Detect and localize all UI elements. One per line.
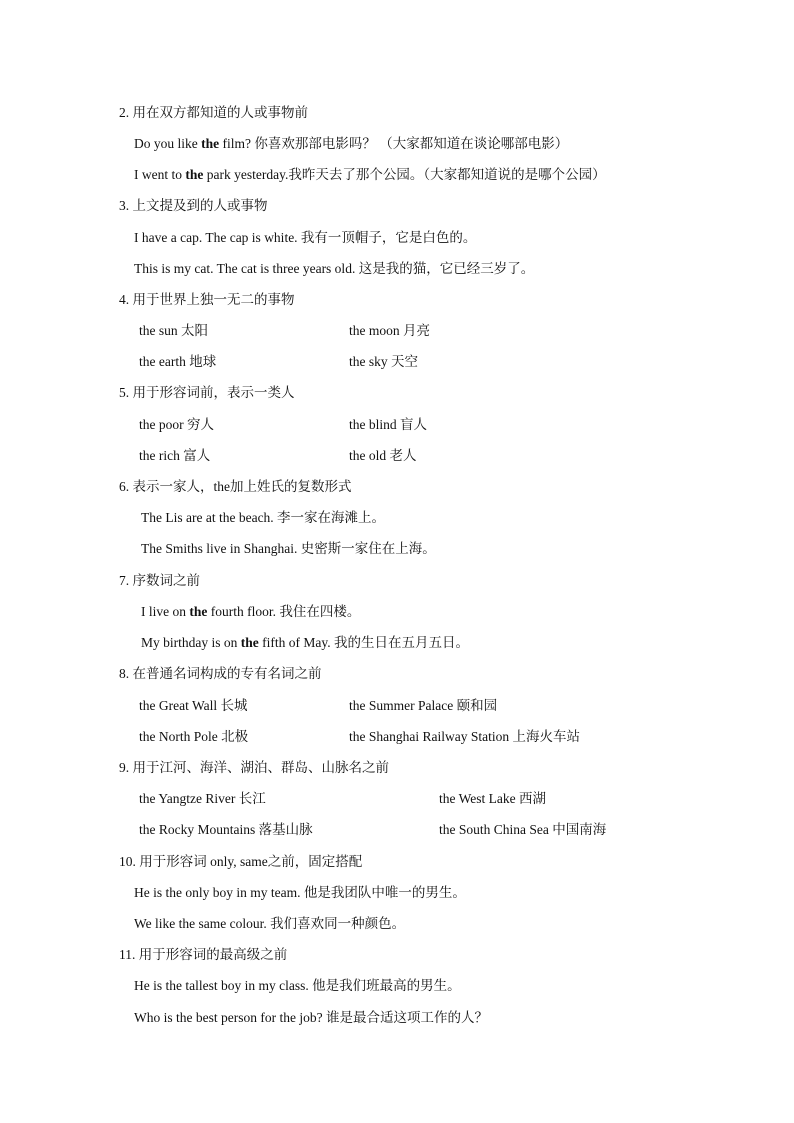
term-left: the Great Wall 长城 bbox=[139, 698, 248, 713]
section-heading: 5. 用于形容词前，表示一类人 bbox=[119, 385, 295, 400]
section-heading: 11. 用于形容词的最高级之前 bbox=[119, 947, 288, 962]
article-the: the bbox=[240, 635, 259, 650]
section-heading: 7. 序数词之前 bbox=[119, 573, 200, 588]
example-sentence: He is the tallest boy in my class. 他是我们班最高的男生。 bbox=[134, 978, 461, 993]
term-right: the blind 盲人 bbox=[349, 417, 427, 432]
section-heading: 2. 用在双方都知道的人或事物前 bbox=[119, 105, 308, 120]
term-left: the earth 地球 bbox=[139, 354, 217, 369]
section-heading: 9. 用于江河、海洋、湖泊、群岛、山脉名之前 bbox=[119, 760, 389, 775]
term-left: the rich 富人 bbox=[139, 448, 211, 463]
example-sentence: He is the only boy in my team. 他是我团队中唯一的男生。 bbox=[134, 885, 466, 900]
example-sentence: My birthday is on the fifth of May. 我的生日在五月五日。 bbox=[141, 635, 469, 650]
article-the: the bbox=[189, 604, 208, 619]
example-sentence: The Smiths live in Shanghai. 史密斯一家住在上海。 bbox=[141, 541, 436, 556]
example-sentence: We like the same colour. 我们喜欢同一种颜色。 bbox=[134, 916, 406, 931]
term-right: the sky 天空 bbox=[349, 354, 418, 369]
term-right: the Shanghai Railway Station 上海火车站 bbox=[349, 729, 580, 744]
term-left: the poor 穷人 bbox=[139, 417, 214, 432]
example-sentence: This is my cat. The cat is three years old. 这是我的猫，它已经三岁了。 bbox=[134, 261, 535, 276]
article-the: the bbox=[201, 136, 220, 151]
term-right: the Summer Palace 颐和园 bbox=[349, 698, 498, 713]
section-heading: 10. 用于形容词 only, same之前，固定搭配 bbox=[119, 854, 363, 869]
article-the: the bbox=[185, 167, 204, 182]
term-left: the North Pole 北极 bbox=[139, 729, 249, 744]
section-heading: 3. 上文提及到的人或事物 bbox=[119, 198, 268, 213]
term-right: the West Lake 西湖 bbox=[439, 791, 547, 806]
term-right: the South China Sea 中国南海 bbox=[439, 822, 607, 837]
term-left: the sun 太阳 bbox=[139, 323, 208, 338]
example-sentence: The Lis are at the beach. 李一家在海滩上。 bbox=[141, 510, 386, 525]
example-sentence: I have a cap. The cap is white. 我有一顶帽子，它是白色的。 bbox=[134, 230, 477, 245]
term-left: the Yangtze River 长江 bbox=[139, 791, 266, 806]
section-heading: 6. 表示一家人，the加上姓氏的复数形式 bbox=[119, 479, 352, 494]
example-sentence: Do you like the film? 你喜欢那部电影吗？ （大家都知道在谈论哪部电影） bbox=[134, 136, 569, 151]
term-right: the old 老人 bbox=[349, 448, 417, 463]
example-sentence: Who is the best person for the job? 谁是最合适这项工作的人？ bbox=[134, 1010, 488, 1025]
term-right: the moon 月亮 bbox=[349, 323, 430, 338]
example-sentence: I live on the fourth floor. 我住在四楼。 bbox=[141, 604, 361, 619]
term-left: the Rocky Mountains 落基山脉 bbox=[139, 822, 313, 837]
example-sentence: I went to the park yesterday.我昨天去了那个公园。（大家都知道说的是哪个公园） bbox=[134, 167, 606, 182]
section-heading: 8. 在普通名词构成的专有名词之前 bbox=[119, 666, 322, 681]
section-heading: 4. 用于世界上独一无二的事物 bbox=[119, 292, 295, 307]
